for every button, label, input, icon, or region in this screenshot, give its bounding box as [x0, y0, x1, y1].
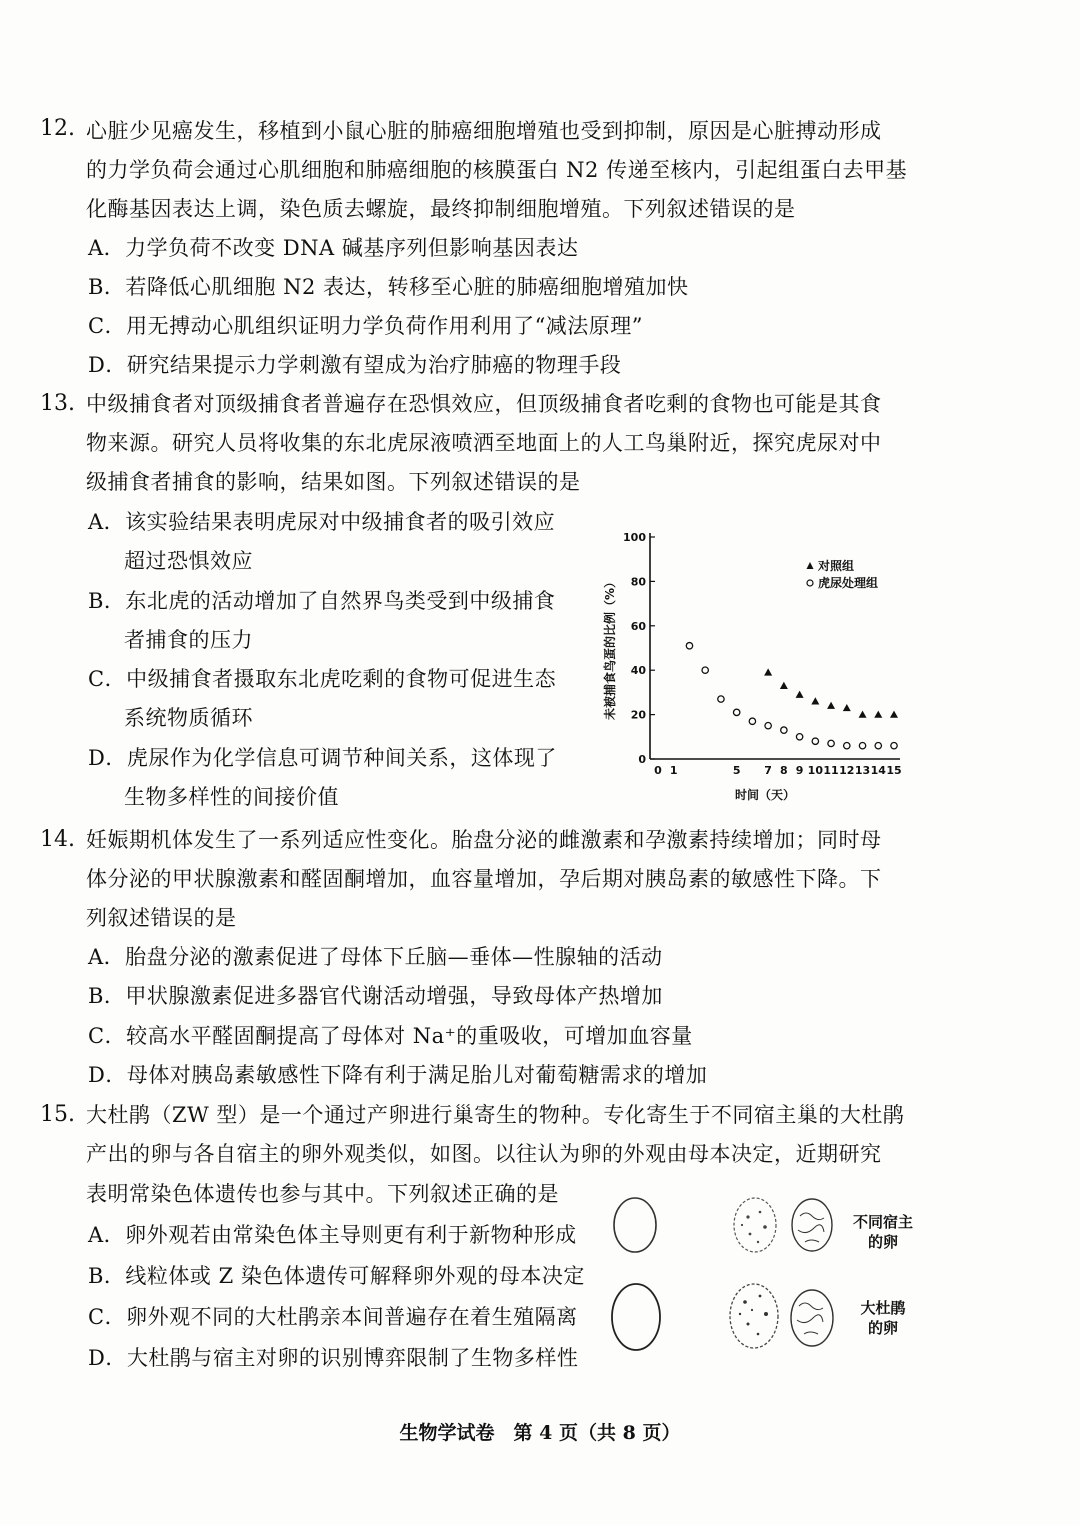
option-c: C．用无搏动心肌组织证明力学负荷作用利用了“减法原理”: [88, 314, 644, 338]
y-tick-label: 60: [630, 619, 646, 633]
x-tick-label: 14: [870, 764, 886, 777]
host-egg-label: [843, 1212, 923, 1252]
question-number: 14.: [40, 827, 75, 852]
cuckoo-egg-speckled: [730, 1284, 778, 1348]
option-c-cont: 系统物质循环: [124, 706, 253, 730]
host-egg-label-line1: 不同宿主: [852, 1213, 913, 1231]
option-a: A．该实验结果表明虎尿对中级捕食者的吸引效应: [88, 510, 556, 534]
host-egg-speckled: [734, 1198, 776, 1252]
page-footer: 生物学试卷 第 4 页（共 8 页）: [399, 1422, 681, 1444]
x-tick-label: 15: [886, 764, 902, 777]
y-tick-label: 40: [630, 664, 646, 678]
x-tick-label: 12: [839, 764, 855, 777]
question-text-line: 列叙述错误的是: [86, 906, 237, 930]
option-b: B．线粒体或 Z 染色体遗传可解释卵外观的母本决定: [88, 1264, 585, 1288]
x-tick-label: 7: [764, 764, 772, 777]
option-a: A．力学负荷不改变 DNA 碱基序列但影响基因表达: [88, 236, 579, 260]
predation-chart: [598, 528, 928, 808]
y-axis-label: 未被捕食鸟蛋的比例（%）: [603, 575, 617, 721]
cuckoo-egg-label-line2: 的卵: [867, 1319, 898, 1337]
data-point-control: [859, 711, 867, 718]
x-tick-label: 13: [854, 764, 871, 777]
question-number: 12.: [40, 116, 75, 141]
option-a: A．胎盘分泌的激素促进了母体下丘脑—垂体—性腺轴的活动: [88, 945, 663, 969]
y-tick-label: 100: [623, 531, 646, 544]
data-point-treated: [686, 643, 692, 649]
option-b-cont: 者捕食的压力: [124, 628, 253, 652]
data-point-treated: [781, 727, 787, 733]
question-text-line: 体分泌的甲状腺激素和醛固酮增加，血容量增加，孕后期对胰岛素的敏感性下降。下: [86, 867, 882, 891]
cuckoo-egg-plain: [612, 1284, 660, 1350]
option-d-cont: 生物多样性的间接价值: [124, 785, 339, 809]
cuckoo-egg-marbled-marks: [797, 1303, 823, 1334]
data-point-control: [764, 668, 772, 675]
host-egg-plain: [614, 1198, 656, 1252]
option-a-cont: 超过恐惧效应: [124, 549, 253, 573]
question-text-line: 大杜鹃（ZW 型）是一个通过产卵进行巢寄生的物种。专化寄生于不同宿主巢的大杜鹃: [86, 1103, 905, 1127]
option-b: B．甲状腺激素促进多器官代谢活动增强，导致母体产热增加: [88, 984, 663, 1008]
option-b: B．若降低心肌细胞 N2 表达，转移至心脏的肺癌细胞增殖加快: [88, 275, 689, 299]
option-d: D．母体对胰岛素敏感性下降有利于满足胎儿对葡萄糖需求的增加: [88, 1063, 708, 1087]
x-axis-label: 时间（天）: [734, 788, 796, 802]
data-point-treated: [702, 667, 708, 673]
x-tick-label: 9: [795, 764, 804, 777]
option-d: D．研究结果提示力学刺激有望成为治疗肺癌的物理手段: [88, 353, 622, 377]
data-point-control: [874, 711, 882, 718]
x-tick-label: 11: [823, 764, 839, 777]
question-text-line: 产出的卵与各自宿主的卵外观类似，如图。以往认为卵的外观由母本决定，近期研究: [86, 1142, 882, 1166]
cuckoo-egg-label: [843, 1298, 923, 1338]
data-point-control: [843, 704, 851, 711]
data-point-treated: [875, 742, 881, 748]
data-point-control: [827, 702, 835, 709]
option-d: D．大杜鹃与宿主对卵的识别博弈限制了生物多样性: [88, 1346, 579, 1370]
data-point-treated: [812, 738, 818, 744]
question-text-line: 化酶基因表达上调，染色质去螺旋，最终抑制细胞增殖。下列叙述错误的是: [86, 197, 796, 221]
question-text-line: 表明常染色体遗传也参与其中。下列叙述正确的是: [86, 1182, 559, 1206]
host-egg-label-line2: 的卵: [867, 1233, 898, 1251]
data-point-treated: [749, 718, 755, 724]
y-tick-label: 80: [630, 575, 646, 589]
x-tick-label: 10: [807, 764, 823, 777]
data-point-treated: [718, 696, 724, 702]
data-point-treated: [765, 723, 771, 729]
legend-label: 对照组: [818, 559, 855, 573]
data-point-treated: [828, 740, 834, 746]
host-egg-marbled: [792, 1199, 832, 1251]
data-point-treated: [891, 742, 897, 748]
option-d: D．虎尿作为化学信息可调节种间关系，这体现了: [88, 746, 557, 770]
data-point-control: [780, 682, 788, 689]
question-number: 13.: [40, 391, 75, 416]
question-text-line: 级捕食者捕食的影响，结果如图。下列叙述错误的是: [86, 470, 581, 494]
legend-marker-control: [807, 562, 814, 569]
question-text-line: 中级捕食者对顶级捕食者普遍存在恐惧效应，但顶级捕食者吃剩的食物也可能是其食: [86, 392, 882, 416]
question-text-line: 的力学负荷会通过心肌细胞和肺癌细胞的核膜蛋白 N2 传递至核内，引起组蛋白去甲基: [86, 158, 908, 182]
option-a: A．卵外观若由常染色体主导则更有利于新物种形成: [88, 1223, 577, 1247]
legend-marker-treated: [807, 580, 813, 586]
egg-figure: [600, 1192, 930, 1382]
question-number: 15.: [40, 1102, 75, 1127]
option-c: C．较高水平醛固酮提高了母体对 Na⁺的重吸收，可增加血容量: [88, 1024, 693, 1048]
option-c: C．卵外观不同的大杜鹃亲本间普遍存在着生殖隔离: [88, 1305, 578, 1329]
data-point-control: [890, 711, 898, 718]
cuckoo-egg-speckled-dots: [739, 1295, 768, 1336]
host-egg-marbled-marks: [798, 1213, 824, 1242]
question-text-line: 妊娠期机体发生了一系列适应性变化。胎盘分泌的雌激素和孕激素持续增加；同时母: [86, 828, 882, 852]
y-tick-label: 0: [638, 753, 646, 766]
cuckoo-egg-label-line1: 大杜鹃: [860, 1299, 906, 1317]
data-point-treated: [859, 742, 865, 748]
x-tick-label: 1: [669, 764, 678, 777]
data-point-treated: [733, 709, 739, 715]
y-tick-label: 20: [630, 708, 646, 722]
x-tick-label: 8: [780, 764, 788, 777]
data-point-treated: [844, 742, 850, 748]
question-text-line: 心脏少见癌发生，移植到小鼠心脏的肺癌细胞增殖也受到抑制，原因是心脏搏动形成: [86, 119, 882, 143]
x-tick-label: 0: [654, 764, 662, 777]
option-b: B．东北虎的活动增加了自然界鸟类受到中级捕食: [88, 589, 556, 613]
question-text-line: 物来源。研究人员将收集的东北虎尿液喷洒至地面上的人工鸟巢附近，探究虎尿对中: [86, 431, 882, 455]
data-point-control: [796, 691, 804, 698]
host-egg-speckled-dots: [741, 1211, 767, 1244]
data-point-control: [811, 697, 819, 704]
option-c: C．中级捕食者摄取东北虎吃剩的食物可促进生态: [88, 667, 557, 691]
x-tick-label: 5: [732, 764, 741, 777]
cuckoo-egg-marbled: [791, 1290, 833, 1346]
data-point-treated: [796, 734, 802, 740]
legend-label: 虎尿处理组: [818, 576, 879, 590]
